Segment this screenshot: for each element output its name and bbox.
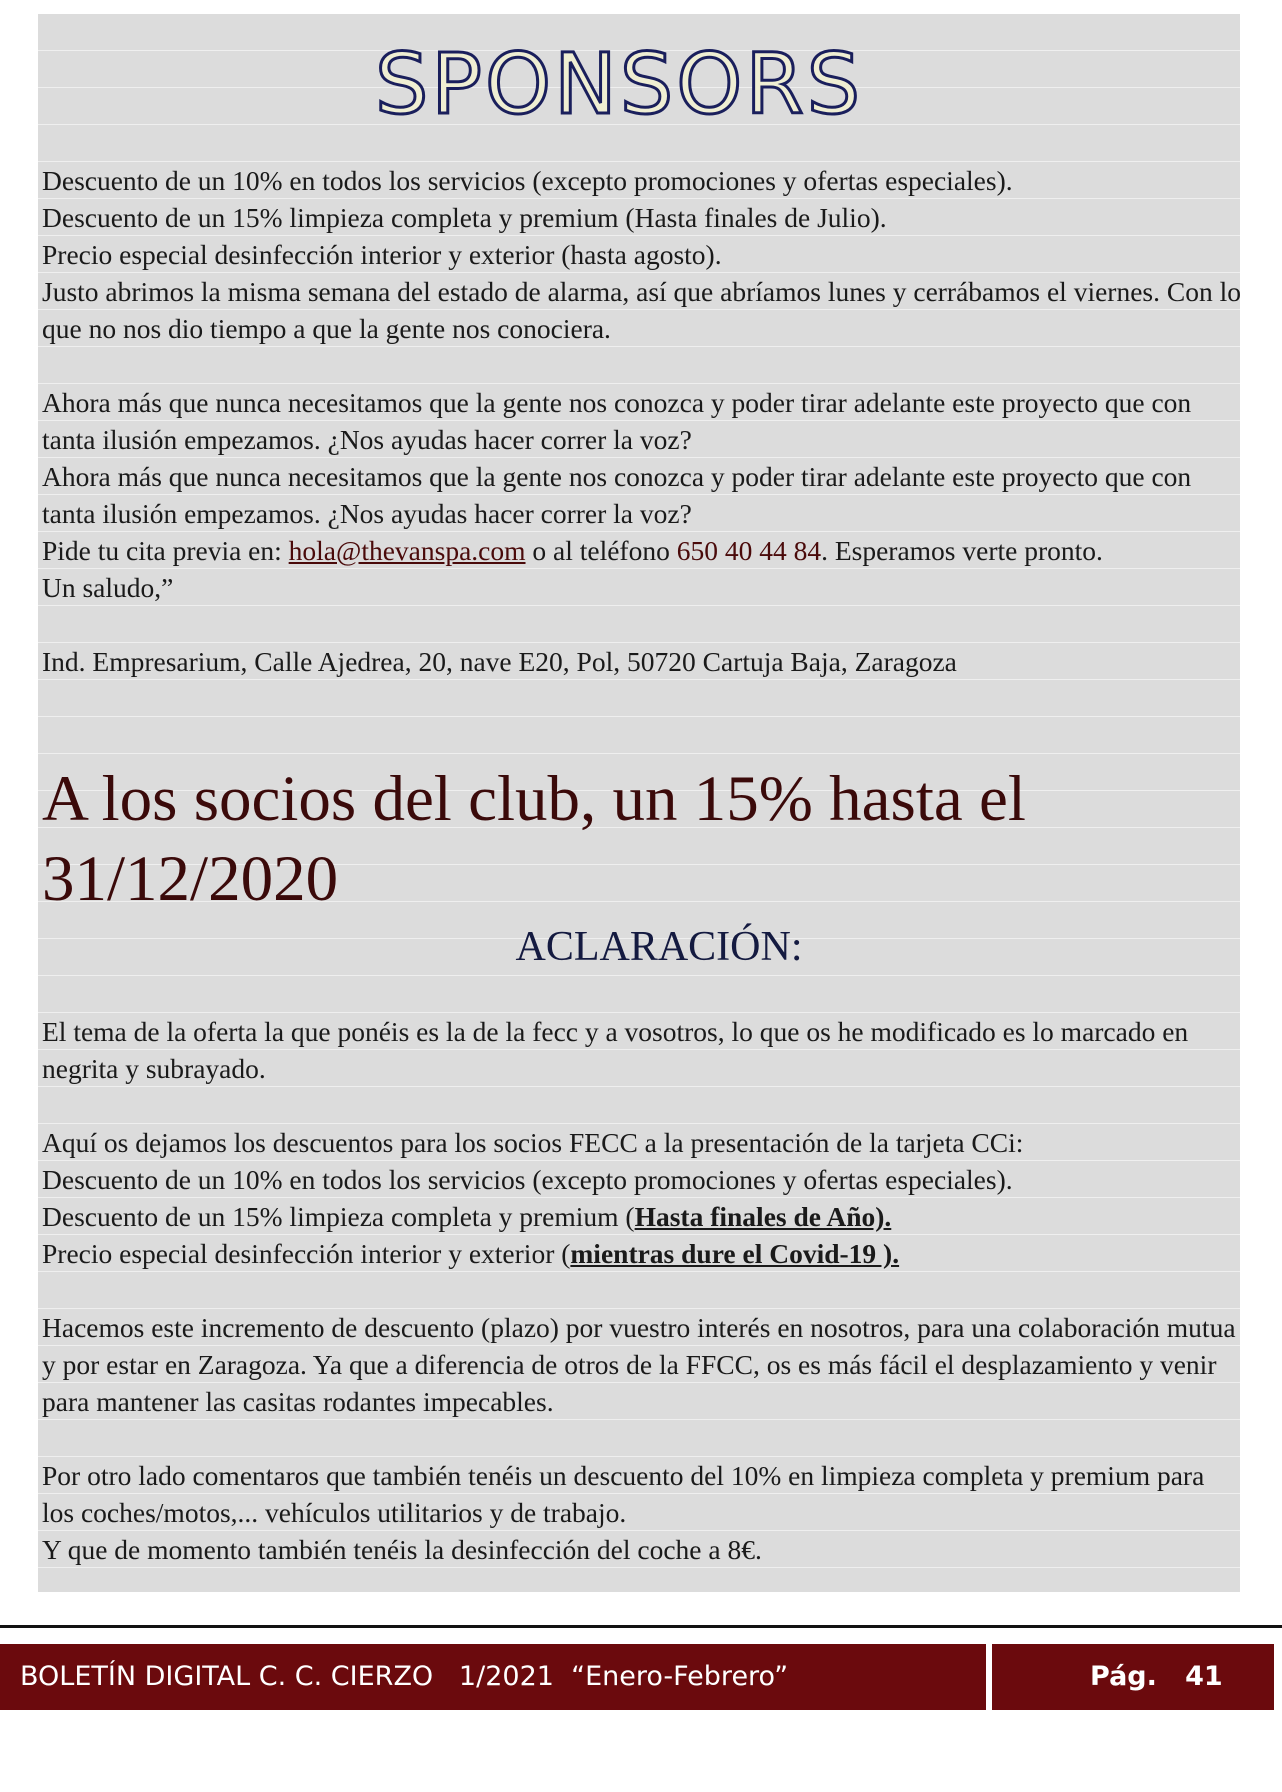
- footer-bar: [0, 1644, 1274, 1710]
- contact-middle: o al teléfono: [525, 535, 677, 566]
- discount-line3-text: Precio especial desinfección interior y exterior (: [42, 1238, 571, 1269]
- footer-divider: [0, 1625, 1282, 1628]
- paragraph: Ahora más que nunca necesitamos que la gente nos conozca y poder tirar adelante este proyecto que con tanta ilusión empezamos. ¿Nos ayudas hacer correr la voz?: [42, 387, 1192, 455]
- discount-line3-highlight: mientras dure el Covid-19 ).: [570, 1238, 900, 1269]
- paragraph: Precio especial desinfección interior y exterior (hasta agosto).: [42, 239, 722, 270]
- clarification-block: [42, 1013, 1242, 1568]
- content-panel: [38, 14, 1240, 1592]
- page-number: Pág. 41: [1090, 1661, 1223, 1692]
- sponsor-text-block: [42, 162, 1242, 680]
- page-title: SPONSORS: [374, 35, 864, 133]
- paragraph: El tema de la oferta la que ponéis es la de la fecc y a vosotros, lo que os he modificado es lo marcado en negrita y subrayado.: [42, 1016, 1189, 1084]
- contact-prefix: Pide tu cita previa en:: [42, 535, 289, 566]
- greeting: Un saludo,”: [42, 572, 174, 603]
- paragraph: Ahora más que nunca necesitamos que la gente nos conozca y poder tirar adelante este proyecto que con tanta ilusión empezamos. ¿Nos ayudas hacer correr la voz?: [42, 461, 1192, 529]
- contact-line: [42, 532, 1242, 569]
- paragraph: [42, 1198, 1242, 1235]
- paragraph: Descuento de un 10% en todos los servicios (excepto promociones y ofertas especiales).: [42, 1164, 1013, 1195]
- headline: A los socios del club, un 15% hasta el 31/12/2020: [42, 763, 1026, 915]
- paragraph: Y que de momento también tenéis la desinfección del coche a 8€.: [42, 1534, 762, 1565]
- contact-suffix: . Esperamos verte pronto.: [821, 535, 1103, 566]
- footer-separator: [986, 1644, 992, 1710]
- paragraph: Hacemos este incremento de descuento (plazo) por vuestro interés en nosotros, para una colaboración mutua y por estar en Zaragoza. Ya que a diferencia de otros de la FFCC, os es más fácil el desplazamiento y venir para mantener las casitas rodantes impecables.: [42, 1312, 1236, 1417]
- paragraph: Justo abrimos la misma semana del estado de alarma, así que abríamos lunes y cerrábamos el viernes. Con lo que no nos dio tiempo a que la gente nos conociera.: [42, 276, 1241, 344]
- email-link[interactable]: hola@thevanspa.com: [288, 535, 526, 566]
- footer-publication: BOLETÍN DIGITAL C. C. CIERZO 1/2021 “Enero-Febrero”: [20, 1661, 789, 1692]
- paragraph: [42, 1235, 1242, 1272]
- paragraph: Descuento de un 10% en todos los servicios (excepto promociones y ofertas especiales).: [42, 165, 1013, 196]
- paragraph: Aquí os dejamos los descuentos para los socios FECC a la presentación de la tarjeta CCi:: [42, 1127, 1024, 1158]
- paragraph: Descuento de un 15% limpieza completa y premium (Hasta finales de Julio).: [42, 202, 887, 233]
- paragraph: Por otro lado comentaros que también tenéis un descuento del 10% en limpieza completa y premium para los coches/motos,... vehículos utilitarios y de trabajo.: [42, 1460, 1205, 1528]
- aclaracion-heading: ACLARACIÓN:: [515, 924, 803, 970]
- phone-number: 650 40 44 84: [676, 535, 822, 566]
- discount-line2-highlight: Hasta finales de Año).: [634, 1201, 892, 1232]
- discount-line2-text: Descuento de un 15% limpieza completa y premium (: [42, 1201, 635, 1232]
- address: Ind. Empresarium, Calle Ajedrea, 20, nave E20, Pol, 50720 Cartuja Baja, Zaragoza: [42, 646, 957, 677]
